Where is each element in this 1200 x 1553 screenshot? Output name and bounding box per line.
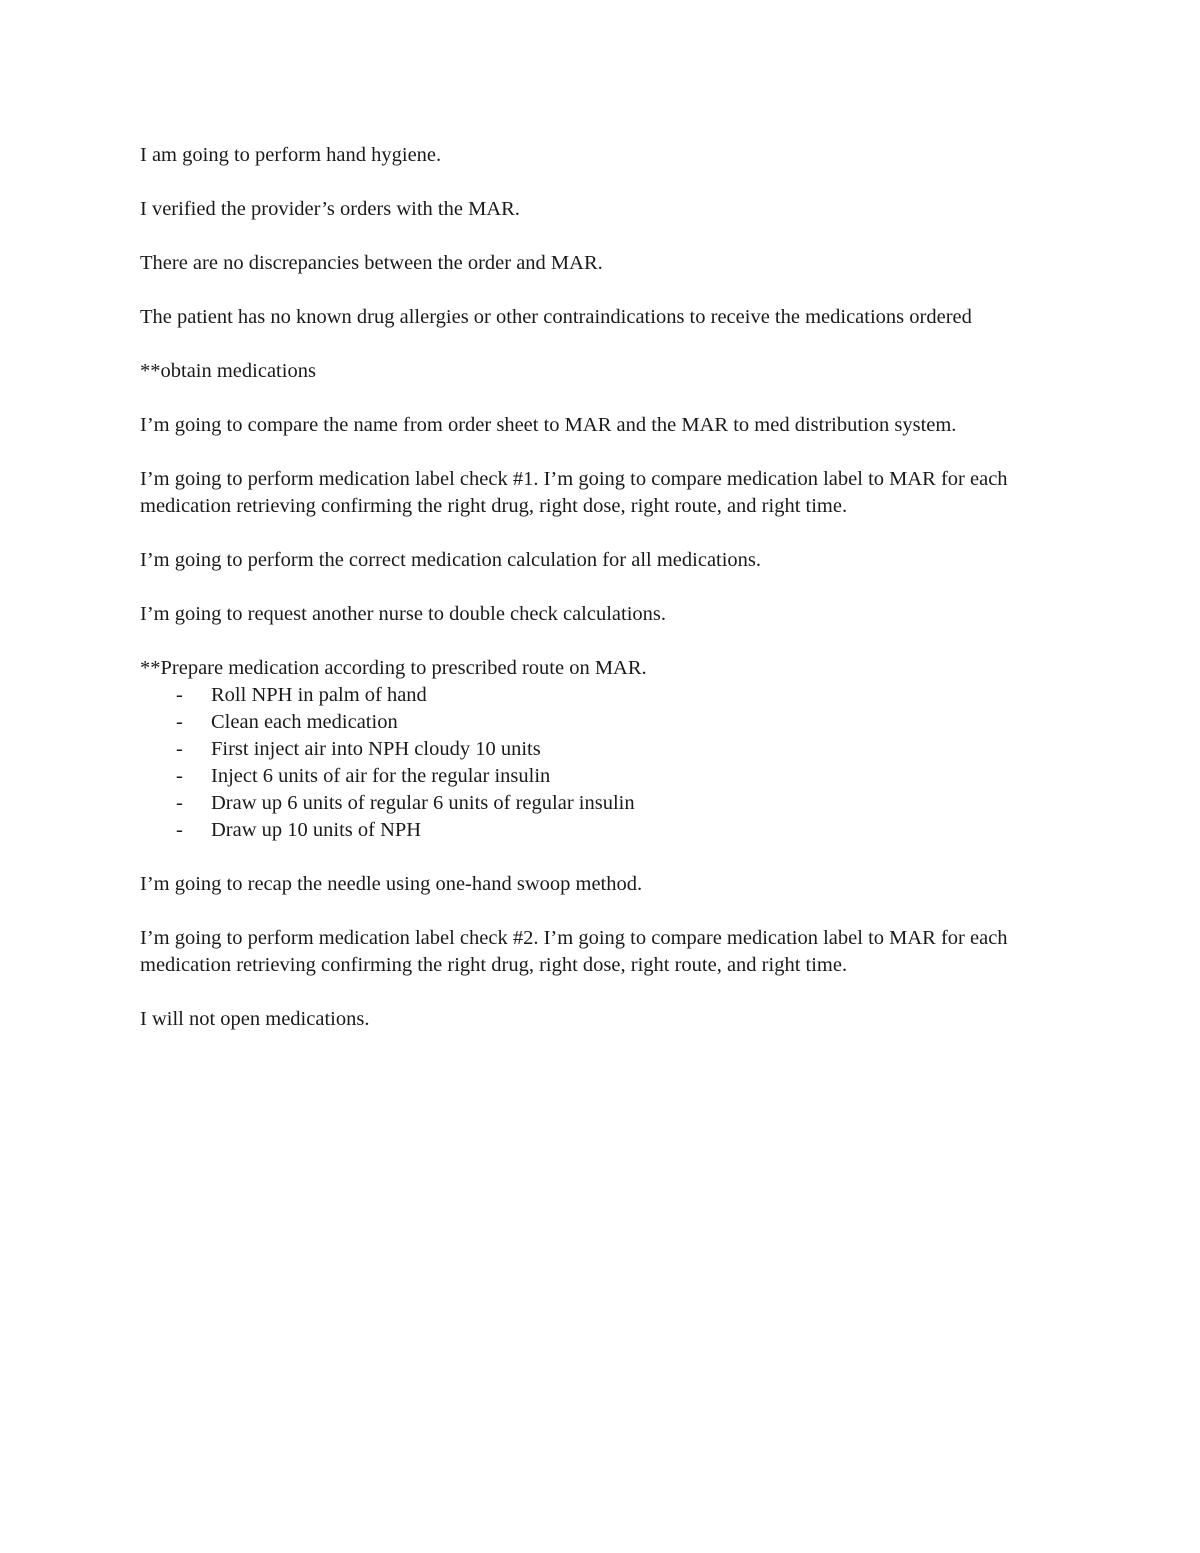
list-item xyxy=(140,763,1070,790)
paragraph: I’m going to perform medication label check #1. I’m going to compare medication label to MAR for each medication retrieving confirming the right drug, right dose, right route, and right time. xyxy=(140,468,1008,517)
dash-marker: - xyxy=(176,684,183,706)
paragraph: I will not open medications. xyxy=(140,1008,370,1030)
paragraph: I’m going to compare the name from order sheet to MAR and the MAR to med distribution system. xyxy=(140,414,957,436)
dash-marker: - xyxy=(176,819,183,841)
list-item xyxy=(140,736,1070,763)
document-body xyxy=(140,142,1070,1060)
list-item-text: Roll NPH in palm of hand xyxy=(211,684,427,706)
prepare-medication-section xyxy=(140,655,1070,844)
list-item xyxy=(140,817,1070,844)
list-heading: **Prepare medication according to prescribed route on MAR. xyxy=(140,657,647,679)
dash-marker: - xyxy=(176,765,183,787)
list-item-text: Draw up 6 units of regular 6 units of regular insulin xyxy=(211,792,635,814)
dash-marker: - xyxy=(176,738,183,760)
paragraph: I’m going to perform medication label check #2. I’m going to compare medication label to MAR for each medication retrieving confirming the right drug, right dose, right route, and right time. xyxy=(140,927,1008,976)
dash-list xyxy=(140,682,1070,844)
list-item-text: Clean each medication xyxy=(211,711,398,733)
list-item-text: Draw up 10 units of NPH xyxy=(211,819,422,841)
paragraph: I’m going to perform the correct medication calculation for all medications. xyxy=(140,549,762,571)
paragraph: I verified the provider’s orders with the MAR. xyxy=(140,198,520,220)
paragraph: There are no discrepancies between the order and MAR. xyxy=(140,252,603,274)
paragraph: I am going to perform hand hygiene. xyxy=(140,144,442,166)
paragraph: I’m going to recap the needle using one-hand swoop method. xyxy=(140,873,643,895)
list-item xyxy=(140,790,1070,817)
list-item xyxy=(140,682,1070,709)
paragraph: The patient has no known drug allergies or other contraindications to receive the medications ordered xyxy=(140,306,972,328)
list-item-text: Inject 6 units of air for the regular insulin xyxy=(211,765,551,787)
dash-marker: - xyxy=(176,792,183,814)
list-item xyxy=(140,709,1070,736)
paragraph: **obtain medications xyxy=(140,360,316,382)
paragraph: I’m going to request another nurse to double check calculations. xyxy=(140,603,667,625)
list-item-text: First inject air into NPH cloudy 10 units xyxy=(211,738,541,760)
dash-marker: - xyxy=(176,711,183,733)
